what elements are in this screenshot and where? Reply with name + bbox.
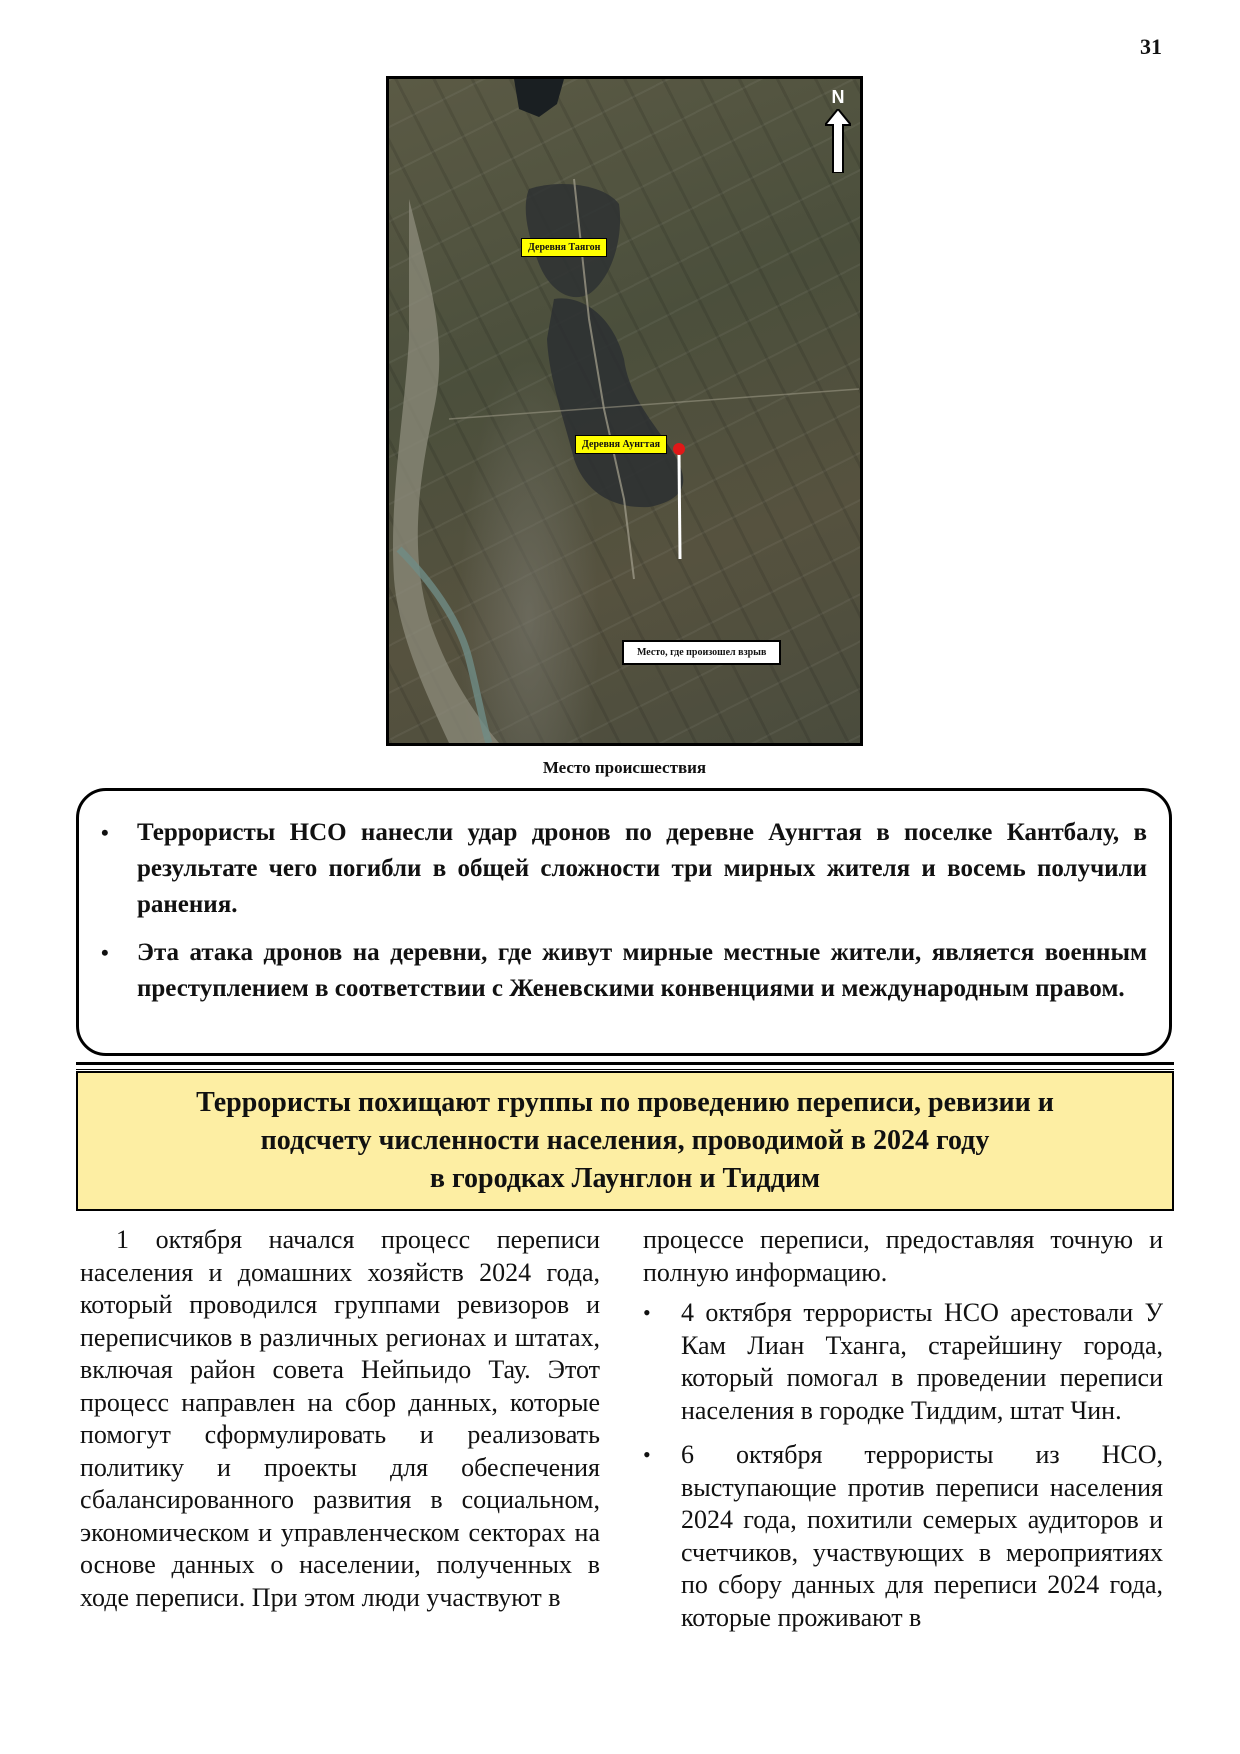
explosion-marker — [673, 443, 685, 455]
summary-box — [76, 788, 1172, 1056]
section-headline — [76, 1071, 1174, 1211]
explosion-site-callout: Место, где произошел взрыв — [622, 640, 781, 665]
section-divider — [76, 1069, 1174, 1070]
headline-line: в городках Лаунглон и Тиддим — [429, 1163, 821, 1194]
page-number: 31 — [1140, 34, 1162, 59]
village-label-aungtaya: Деревня Аунгтая — [575, 435, 667, 454]
summary-bullet: • Эта атака дронов на деревни, где живут мирные местные жители, является военным преступлением в соответствии с Женевскими конвенциями и международным правом. — [137, 935, 1147, 1007]
article-paragraph-continuation: процессе переписи, предоставляя точную и полную информацию. — [643, 1225, 1163, 1287]
figure-caption: Место происшествия — [542, 758, 707, 777]
article-left-column — [80, 1224, 600, 1614]
north-arrow-icon — [825, 87, 851, 173]
article-paragraph: 1 октября начался процесс переписи населения и домашних хозяйств 2024 года, который проводился группами ревизоров и переписчиков в различных регионах и штатах, включая район совета Нейпьидо Тау. Этот процесс направлен на сбор данных, которые помогут сформулировать и реализовать политику и проекты для обеспечения сбалансированного развития в социальном, экономическом и управленческом секторах на основе данных о населении, полученных в ходе переписи. При этом люди участвуют в — [80, 1225, 600, 1612]
section-divider — [76, 1062, 1174, 1065]
headline-line: подсчету численности населения, проводимой в 2024 году — [260, 1125, 990, 1156]
satellite-map — [386, 76, 863, 746]
headline-line: Террористы похищают группы по проведению переписи, ревизии и — [196, 1087, 1054, 1118]
article-bullet: • 6 октября террористы из НСО, выступающие против переписи населения 2024 года, похитили семерых аудиторов и счетчиков, участвующих в мероприятиях по сбору данных для переписи 2024 года, которые проживают в — [681, 1439, 1163, 1634]
summary-bullet: • Террористы НСО нанесли удар дронов по деревне Аунгтая в поселке Кантбалу, в результате чего погибли в общей сложности три мирных жителя и восемь получили ранения. — [137, 815, 1147, 923]
north-label: N — [831, 87, 845, 107]
article-bullet: • 4 октября террористы НСО арестовали У Кам Лиан Тханга, старейшину города, который помогал в проведении переписи населения в городке Тиддим, штат Чин. — [681, 1297, 1163, 1427]
village-label-tyagon: Деревня Таягон — [521, 238, 607, 257]
article-right-column — [643, 1224, 1163, 1646]
